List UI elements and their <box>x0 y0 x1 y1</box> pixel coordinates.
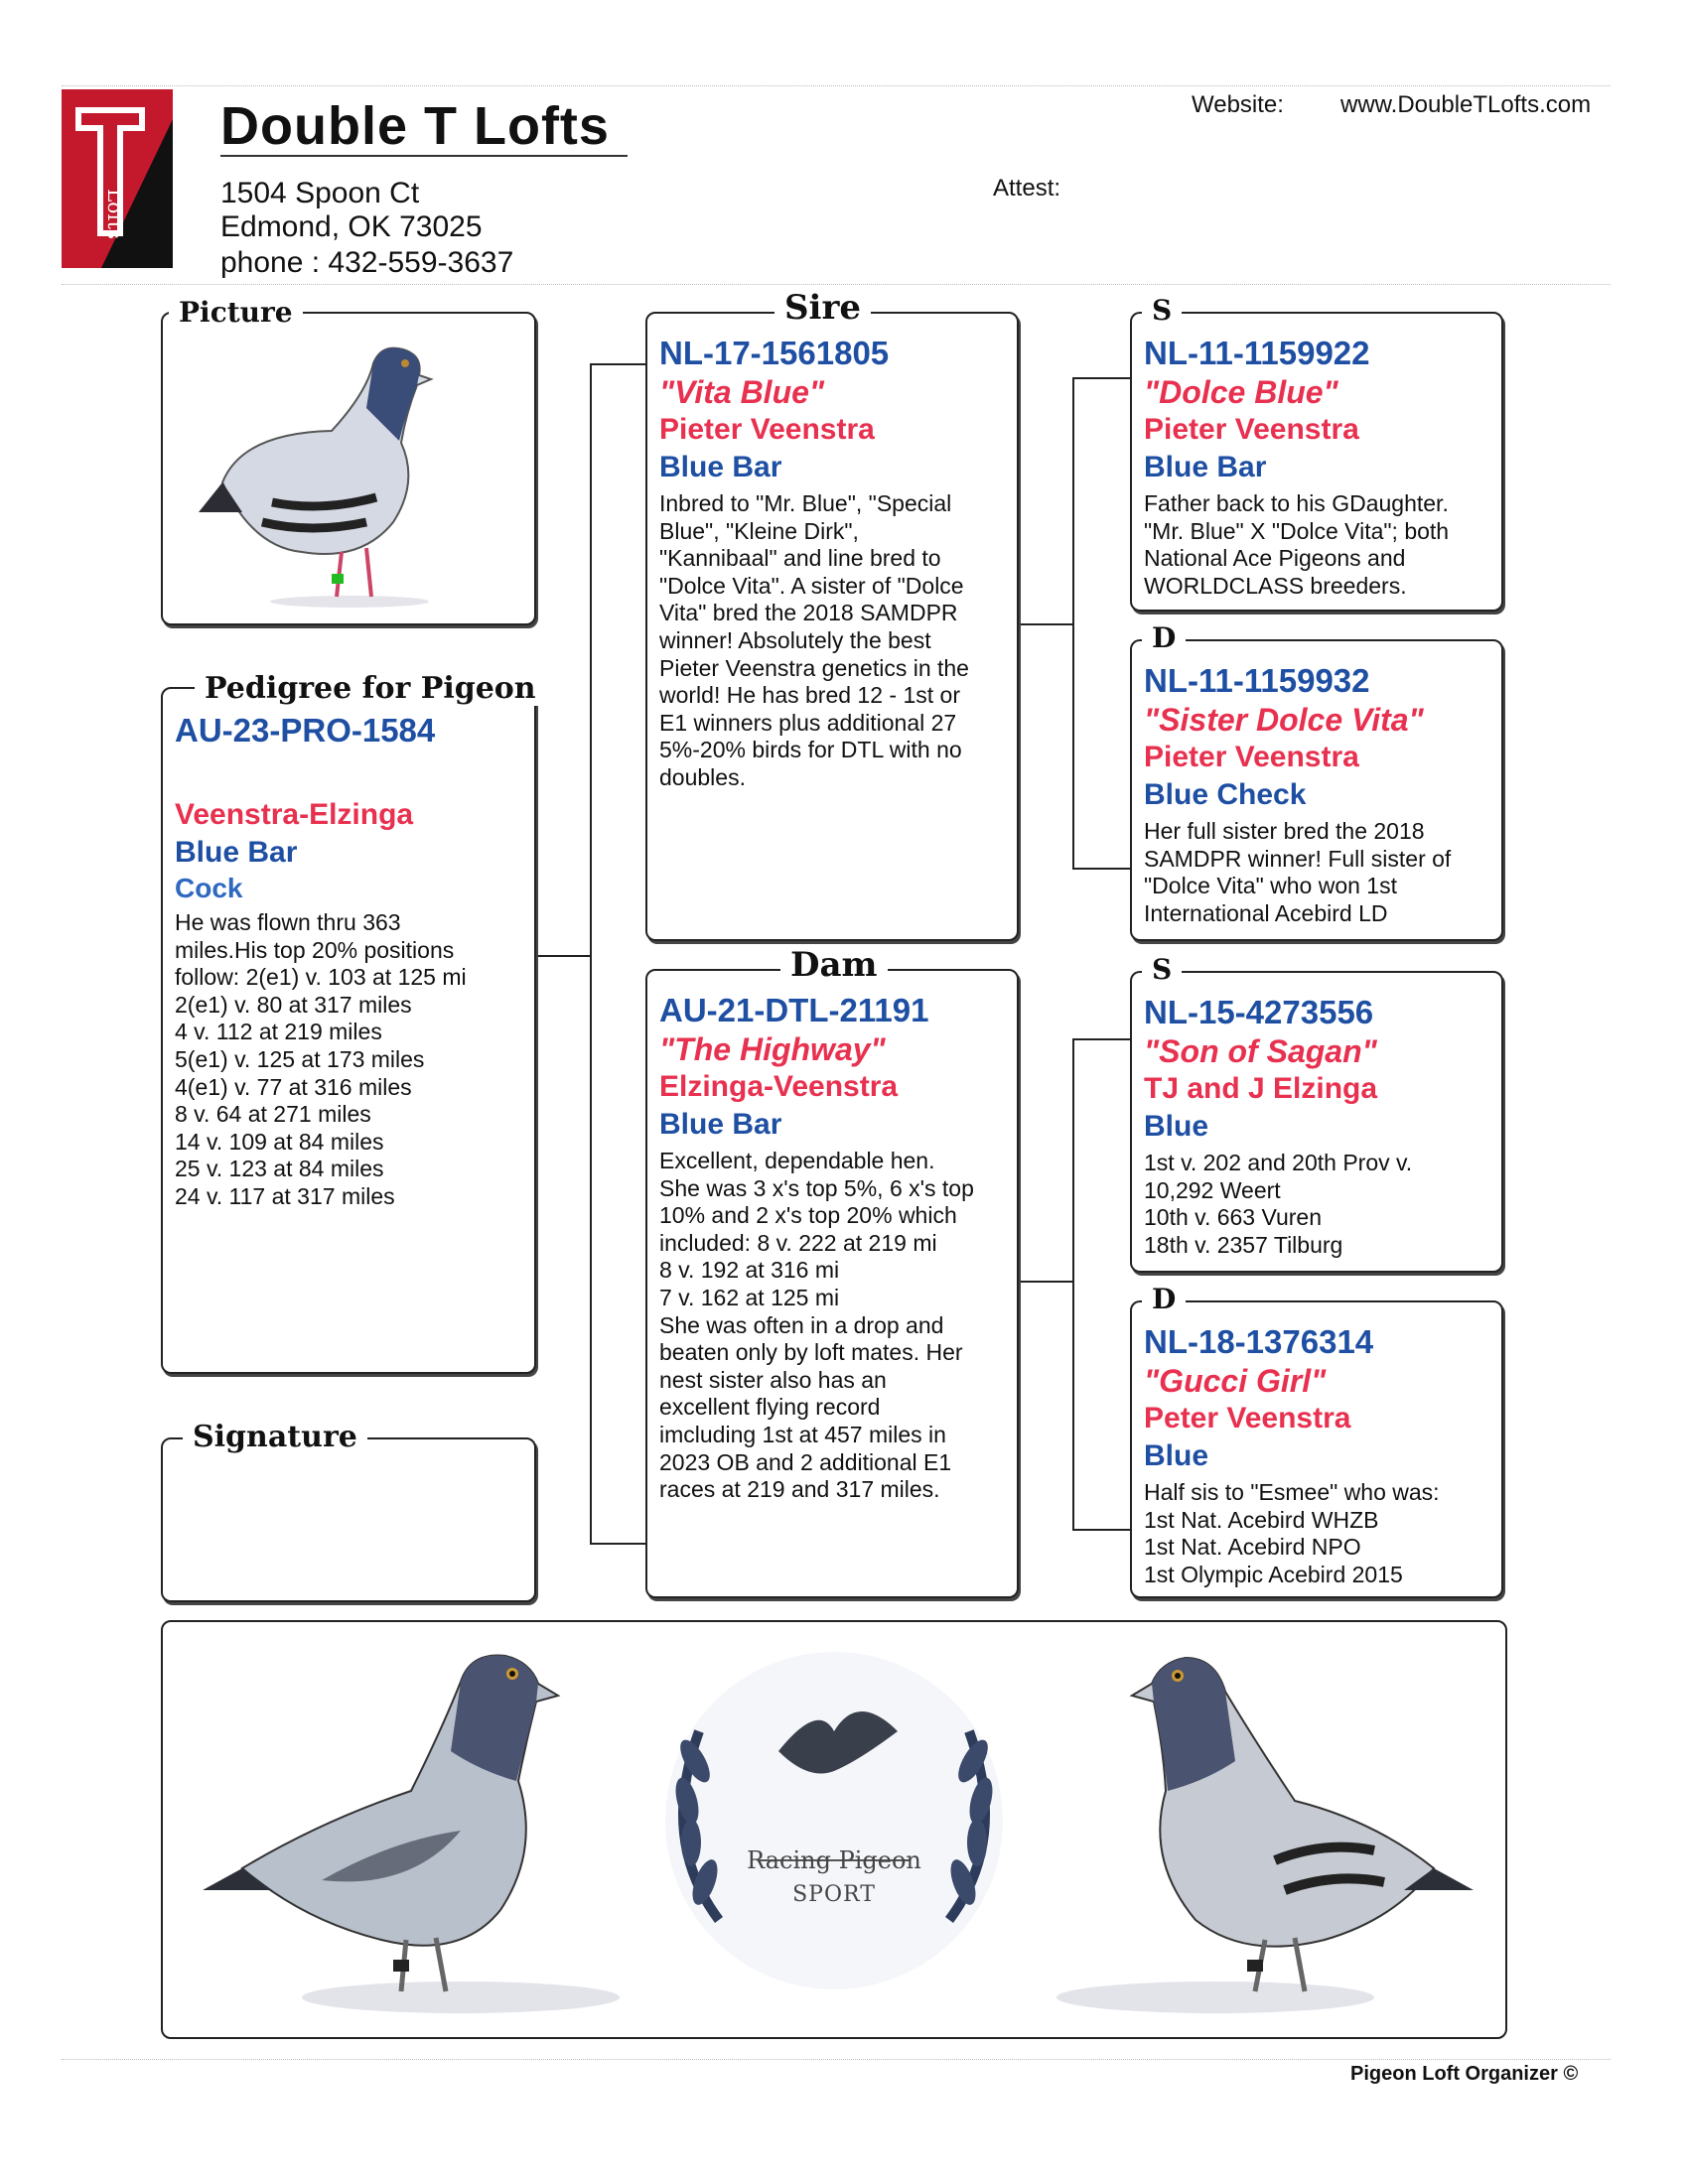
subject-notes: He was flown thru 363 miles.His top 20% positions follow: 2(e1) v. 103 at 125 mi 2(e1) v. 80 at 317 miles 4 v. 112 at 219 miles 5(e1) v. 125 at 173 miles 4(e1) v. 77 at 316 miles 8 v. 64 at 271 miles 14 v. 109 at 84 miles 25 v. 123 at 84 miles 24 v. 117 at 317 miles <box>175 909 467 1209</box>
sire-sire-breeder: Pieter Veenstra <box>1144 413 1359 446</box>
sire-card <box>659 334 1009 792</box>
pedigree-label: Pedigree for Pigeon <box>205 671 536 706</box>
sire-name: "Vita Blue" <box>659 374 825 410</box>
dam-dam-box <box>1130 1300 1503 1598</box>
dam-label: Dam <box>790 945 878 985</box>
dam-sire-color: Blue <box>1144 1110 1209 1143</box>
emblem-line-2: SPORT <box>792 1882 876 1907</box>
sire-sire-card <box>1144 334 1493 600</box>
pigeon-photo <box>163 314 534 623</box>
dam-name: "The Highway" <box>659 1031 886 1067</box>
sire-sire-notes: Father back to his GDaughter. "Mr. Blue" X "Dolce Vita"; both National Ace Pigeons and WORLDCLASS breeders. <box>1144 490 1450 599</box>
connector-to-dam <box>590 1543 645 1545</box>
sire-dam-name: "Sister Dolce Vita" <box>1144 702 1424 738</box>
dam-dam-ring: NL-18-1376314 <box>1144 1323 1374 1360</box>
sire-sire-box <box>1130 312 1503 612</box>
logo-text: Lofts <box>103 189 127 240</box>
loft-name-underline <box>220 155 628 157</box>
dam-breeder: Elzinga-Veenstra <box>659 1070 899 1103</box>
connector-to-dam-sire <box>1072 1038 1130 1040</box>
picture-legend <box>169 296 303 329</box>
connector-to-sire <box>590 363 645 365</box>
left-pigeon-image <box>203 1656 620 2013</box>
sire-label: Sire <box>784 288 862 328</box>
emblem-line-1: Racing Pigeon <box>747 1846 921 1874</box>
sire-dam-card <box>1144 661 1493 927</box>
connector-dam-out <box>1019 1281 1074 1283</box>
racing-pigeon-emblem <box>665 1652 1003 1989</box>
footer-divider <box>62 2059 1611 2060</box>
sire-legend <box>774 288 871 328</box>
signature-box[interactable] <box>161 1437 536 1602</box>
dam-notes: Excellent, dependable hen. She was 3 x's top 5%, 6 x's top 10% and 2 x's top 20% which included: 8 v. 222 at 219 mi 8 v. 192 at 316 mi 7 v. 162 at 125 mi She was often in a drop and beaten only by loft mates. Her nest sister also has an excellent flying record imcluding 1st at 457 miles in 2023 OB and 2 additional E1 races at 219 and 317 miles. <box>659 1148 974 1503</box>
dam-sire-name: "Son of Sagan" <box>1144 1033 1377 1069</box>
dam-dam-card <box>1144 1322 1493 1588</box>
sire-dam-legend <box>1142 621 1186 654</box>
connector-sire-vertical <box>1072 377 1074 870</box>
sire-color: Blue Bar <box>659 451 782 483</box>
sire-sire-ring: NL-11-1159922 <box>1144 335 1370 371</box>
sire-sire-color: Blue Bar <box>1144 451 1267 483</box>
sire-sire-legend <box>1142 294 1182 327</box>
sire-breeder: Pieter Veenstra <box>659 413 875 446</box>
dam-ring: AU-21-DTL-21191 <box>659 992 929 1028</box>
sire-box <box>645 312 1019 941</box>
dam-dam-label: D <box>1152 1283 1177 1315</box>
loft-name: Double T Lofts <box>220 96 610 156</box>
sire-sire-name: "Dolce Blue" <box>1144 374 1338 410</box>
dam-dam-color: Blue <box>1144 1439 1209 1472</box>
sire-dam-ring: NL-11-1159932 <box>1144 662 1370 699</box>
sire-dam-notes: Her full sister bred the 2018 SAMDPR winner! Full sister of "Dolce Vita" who won 1st International Acebird LD <box>1144 818 1452 926</box>
dam-dam-legend <box>1142 1283 1186 1315</box>
dam-dam-breeder: Peter Veenstra <box>1144 1402 1351 1434</box>
footer-credit: Pigeon Loft Organizer © <box>1350 2063 1579 2085</box>
subject-color: Blue Bar <box>175 836 298 869</box>
sire-ring: NL-17-1561805 <box>659 335 890 371</box>
connector-to-sire-dam <box>1072 868 1130 870</box>
sire-dam-breeder: Pieter Veenstra <box>1144 741 1359 773</box>
dam-sire-label: S <box>1152 953 1173 986</box>
picture-box <box>161 312 536 625</box>
address-line-1: 1504 Spoon Ct <box>220 177 420 209</box>
sire-notes: Inbred to "Mr. Blue", "Special Blue", "Kleine Dirk", "Kannibaal" and line bred to "Dolce Vita". A sister of "Dolce Vita" bred the 2018 SAMDPR winner! Absolutely the best Pieter Veenstra genetics in the world! He has bred 12 - 1st or E1 winners plus additional 27 5%-20% birds for DTL with no doubles. <box>659 490 969 790</box>
phone: phone : 432-559-3637 <box>220 246 514 279</box>
connector-to-dam-dam <box>1072 1529 1130 1531</box>
dam-box <box>645 969 1019 1598</box>
website-label: Website: <box>1192 91 1284 118</box>
header-divider <box>62 284 1611 285</box>
dam-sire-notes: 1st v. 202 and 20th Prov v. 10,292 Weert 10th v. 663 Vuren 18th v. 2357 Tilburg <box>1144 1150 1413 1258</box>
dam-sire-box <box>1130 971 1503 1273</box>
dam-color: Blue Bar <box>659 1108 782 1141</box>
banner-illustration <box>163 1622 1505 2037</box>
dam-card <box>659 991 1009 1504</box>
sire-dam-box <box>1130 639 1503 941</box>
subject-ring: AU-23-PRO-1584 <box>175 712 436 749</box>
subject-card <box>175 711 526 1211</box>
dam-legend <box>780 945 888 985</box>
dam-sire-ring: NL-15-4273556 <box>1144 994 1374 1030</box>
right-pigeon-image <box>1056 1658 1474 2013</box>
dam-dam-notes: Half sis to "Esmee" who was: 1st Nat. Acebird WHZB 1st Nat. Acebird NPO 1st Olympic Acebird 2015 <box>1144 1479 1440 1587</box>
subject-breeder: Veenstra-Elzinga <box>175 798 414 831</box>
connector-main-vertical <box>590 363 592 1545</box>
subject-sex: Cock <box>175 873 243 903</box>
connector-sire-out <box>1019 623 1074 625</box>
connector-to-sire-sire <box>1072 377 1130 379</box>
dam-dam-name: "Gucci Girl" <box>1144 1363 1327 1399</box>
signature-legend <box>183 1420 367 1454</box>
banner-box <box>161 1620 1507 2039</box>
signature-label: Signature <box>193 1420 357 1454</box>
dam-sire-legend <box>1142 953 1182 986</box>
loft-logo-graphic <box>62 89 173 268</box>
dam-sire-card <box>1144 993 1493 1259</box>
sire-dam-label: D <box>1152 621 1177 654</box>
sire-dam-color: Blue Check <box>1144 778 1307 811</box>
picture-label: Picture <box>179 296 293 329</box>
loft-logo <box>62 89 173 268</box>
connector-dam-vertical <box>1072 1038 1074 1531</box>
dam-sire-breeder: TJ and J Elzinga <box>1144 1072 1378 1105</box>
pedigree-legend <box>195 671 546 706</box>
header-divider-top <box>62 85 1611 86</box>
subject-box <box>161 687 536 1374</box>
address-line-2: Edmond, OK 73025 <box>220 210 483 243</box>
website-url[interactable]: www.DoubleTLofts.com <box>1340 91 1592 118</box>
sire-sire-label: S <box>1152 294 1173 327</box>
attest-label: Attest: <box>993 175 1061 202</box>
connector-subject <box>536 955 592 957</box>
